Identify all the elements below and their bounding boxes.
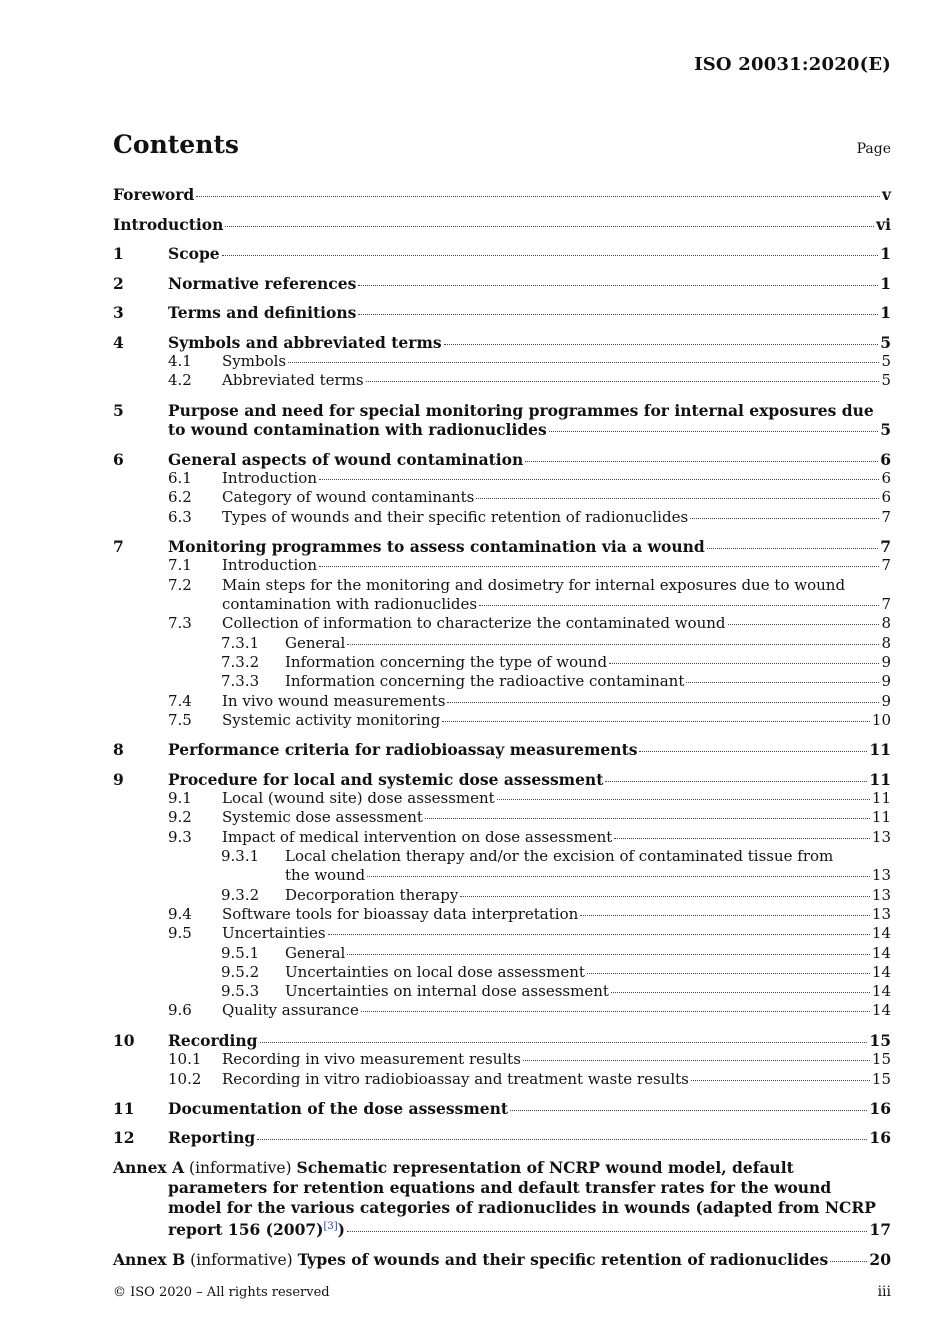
toc-entry-number: 12 bbox=[113, 1128, 135, 1148]
toc-entry-title: Systemic activity monitoring bbox=[222, 710, 441, 729]
toc-entry-number: 11 bbox=[113, 1098, 135, 1118]
toc-entry-page: 6 bbox=[881, 488, 891, 507]
toc-entry[interactable] bbox=[113, 352, 891, 371]
toc-entry-page: 6 bbox=[880, 449, 891, 469]
annex-title: Types of wounds and their specific retention of radionuclides bbox=[297, 1249, 829, 1269]
annex-title: Schematic representation of NCRP wound model, default bbox=[296, 1157, 794, 1177]
bibliography-reference-link[interactable]: [3] bbox=[323, 1221, 338, 1233]
toc-entry-page: 15 bbox=[869, 1030, 891, 1050]
toc-entry-number: 4.2 bbox=[168, 371, 192, 390]
toc-entry-title: General bbox=[285, 633, 346, 652]
toc-entry[interactable] bbox=[113, 808, 891, 827]
toc-entry-number: 9.3.2 bbox=[221, 885, 260, 904]
toc-entry-page: 13 bbox=[871, 885, 891, 904]
dot-leader bbox=[639, 751, 867, 752]
annex-line bbox=[113, 1250, 828, 1271]
toc-entry-number: 7.4 bbox=[168, 691, 192, 710]
toc-entry[interactable] bbox=[113, 789, 891, 808]
toc-entry[interactable] bbox=[113, 576, 891, 615]
toc-entry-page: 11 bbox=[869, 769, 891, 789]
dot-leader bbox=[347, 1231, 867, 1232]
dot-leader bbox=[225, 226, 874, 227]
toc-entry-title: to wound contamination with radionuclides bbox=[168, 420, 547, 440]
toc-entry-title: Local (wound site) dose assessment bbox=[222, 789, 495, 808]
toc-entry-title: Systemic dose assessment bbox=[222, 808, 423, 827]
toc-entry[interactable] bbox=[113, 634, 891, 653]
toc-entry-number: 6.3 bbox=[168, 507, 192, 526]
toc-entry-title: Terms and definitions bbox=[168, 303, 357, 322]
toc-entry-number: 2 bbox=[113, 273, 124, 293]
toc-entry[interactable] bbox=[113, 450, 891, 470]
dot-leader bbox=[707, 548, 878, 549]
toc-entry-number: 7.5 bbox=[168, 710, 192, 729]
toc-entry-title: Local chelation therapy and/or the excision of contaminated tissue from bbox=[285, 847, 834, 866]
toc-entry-title: Uncertainties on internal dose assessment bbox=[285, 982, 609, 1001]
toc-entry[interactable] bbox=[113, 185, 891, 205]
dot-leader bbox=[361, 1011, 870, 1012]
toc-entry-page: 11 bbox=[871, 789, 891, 808]
annex-title: model for the various categories of radionuclides in wounds (adapted from NCRP bbox=[168, 1197, 876, 1217]
toc-entry-title: Uncertainties on local dose assessment bbox=[285, 962, 585, 981]
toc-entry[interactable] bbox=[113, 740, 891, 760]
toc-entry-number: 9.1 bbox=[168, 789, 192, 808]
toc-entry-page: 15 bbox=[871, 1050, 891, 1069]
toc-entry[interactable] bbox=[113, 614, 891, 633]
dot-leader bbox=[367, 876, 870, 877]
toc-entry-number: 9.4 bbox=[168, 904, 192, 923]
toc-entry[interactable] bbox=[113, 924, 891, 943]
toc-entry[interactable] bbox=[113, 963, 891, 982]
toc-entry-title: Information concerning the type of wound bbox=[285, 652, 608, 671]
toc-entry[interactable] bbox=[113, 982, 891, 1001]
toc-entry-number: 6.1 bbox=[168, 469, 192, 488]
toc-entry-number: 6.2 bbox=[168, 488, 192, 507]
toc-entry-number: 9.5 bbox=[168, 924, 192, 943]
document-id: ISO 20031:2020(E) bbox=[694, 54, 891, 75]
toc-entry-page: 5 bbox=[881, 371, 891, 390]
toc-entry-page: 15 bbox=[871, 1069, 891, 1088]
contents-title: Contents bbox=[113, 130, 240, 159]
toc-entry-number: 7.1 bbox=[168, 556, 192, 575]
toc-entry[interactable] bbox=[113, 1070, 891, 1089]
toc-entry-title: Foreword bbox=[113, 185, 195, 204]
toc-entry-number: 9.6 bbox=[168, 1001, 192, 1020]
toc-entry[interactable] bbox=[113, 886, 891, 905]
toc-entry-title: Normative references bbox=[168, 273, 357, 293]
toc-entry-number: 10.2 bbox=[168, 1069, 202, 1088]
toc-entry-page: vi bbox=[876, 214, 891, 234]
dot-leader bbox=[510, 1110, 867, 1111]
toc-entry-page: 1 bbox=[880, 244, 891, 263]
toc-entry-page: 14 bbox=[871, 962, 891, 981]
dot-leader bbox=[222, 255, 879, 256]
toc-entry-title: Information concerning the radioactive contaminant bbox=[285, 672, 685, 691]
toc-entry[interactable] bbox=[113, 770, 891, 790]
dot-leader bbox=[525, 461, 878, 462]
toc-entry-number: 7.3.3 bbox=[221, 672, 260, 691]
toc-entry-title: Abbreviated terms bbox=[222, 371, 364, 390]
dot-leader bbox=[479, 605, 879, 606]
toc-entry-title: Main steps for the monitoring and dosimetry for internal exposures due to wound bbox=[222, 575, 846, 594]
annex-line bbox=[168, 1217, 345, 1240]
toc-entry-number: 8 bbox=[113, 740, 124, 760]
toc-entry-page: 20 bbox=[869, 1249, 891, 1269]
toc-entry-page: 11 bbox=[871, 808, 891, 827]
toc-entry[interactable] bbox=[113, 692, 891, 711]
dot-leader bbox=[523, 1060, 870, 1061]
toc-entry-number: 7 bbox=[113, 536, 124, 556]
toc-entry-number: 9.3.1 bbox=[221, 847, 260, 866]
toc-entry-title: Introduction bbox=[113, 214, 224, 234]
dot-leader bbox=[549, 431, 878, 432]
toc-entry-title: Purpose and need for special monitoring programmes for internal exposures due bbox=[168, 400, 874, 420]
toc-entry-number: 6 bbox=[113, 449, 124, 469]
page-column-label: Page bbox=[856, 141, 891, 157]
toc-entry-page: 16 bbox=[869, 1098, 891, 1118]
dot-leader bbox=[691, 1080, 870, 1081]
dot-leader bbox=[830, 1261, 867, 1262]
toc-entry-number: 9.5.2 bbox=[221, 962, 260, 981]
toc-entry-number: 9.5.1 bbox=[221, 943, 260, 962]
annex-label: Annex A bbox=[113, 1157, 185, 1177]
toc-entry-title: Uncertainties bbox=[222, 924, 326, 943]
toc-entry-title: Monitoring programmes to assess contamination via a wound bbox=[168, 536, 705, 556]
annex-line bbox=[168, 1198, 876, 1218]
dot-leader bbox=[257, 1139, 867, 1140]
toc-entry-title: Category of wound contaminants bbox=[222, 488, 475, 507]
toc-entry[interactable] bbox=[113, 1128, 891, 1148]
toc-entry-title: General aspects of wound contamination bbox=[168, 449, 524, 469]
toc-entry-page: 17 bbox=[869, 1220, 891, 1240]
dot-leader bbox=[425, 818, 870, 819]
toc-entry[interactable] bbox=[113, 508, 891, 527]
toc-entry[interactable] bbox=[113, 944, 891, 963]
toc-entry[interactable] bbox=[113, 303, 891, 323]
toc-entry-page: 14 bbox=[871, 1001, 891, 1020]
toc-entry-page: 7 bbox=[881, 595, 891, 614]
dot-leader bbox=[476, 498, 879, 499]
toc-entry-title: Documentation of the dose assessment bbox=[168, 1098, 509, 1118]
dot-leader bbox=[611, 992, 870, 993]
toc-entry[interactable] bbox=[113, 556, 891, 575]
toc-entry[interactable] bbox=[113, 1031, 891, 1051]
toc-entry-title: the wound bbox=[285, 866, 366, 885]
toc-entry-number: 9.2 bbox=[168, 808, 192, 827]
dot-leader bbox=[442, 721, 870, 722]
toc-entry-title: Performance criteria for radiobioassay measurements bbox=[168, 740, 638, 760]
toc-entry-number: 4 bbox=[113, 332, 124, 352]
dot-leader bbox=[605, 781, 867, 782]
dot-leader bbox=[690, 518, 879, 519]
toc-entry-title: General bbox=[285, 943, 346, 962]
annex-type-note: (informative) bbox=[184, 1158, 297, 1177]
toc-entry-number: 9.3 bbox=[168, 827, 192, 846]
toc-entry-title: Collection of information to characterize the contaminated wound bbox=[222, 614, 726, 633]
toc-entry-page: 5 bbox=[880, 420, 891, 440]
toc-entry-page: 1 bbox=[880, 303, 891, 322]
toc-entry-title: Impact of medical intervention on dose assessment bbox=[222, 827, 613, 846]
toc-entry-page: 14 bbox=[871, 943, 891, 962]
toc-entry-number: 7.3 bbox=[168, 614, 192, 633]
dot-leader bbox=[587, 973, 870, 974]
dot-leader bbox=[347, 644, 879, 645]
annex-line bbox=[113, 1158, 794, 1179]
dot-leader bbox=[444, 344, 879, 345]
toc-annex-entry[interactable] bbox=[113, 1158, 891, 1240]
toc-entry-title: Symbols and abbreviated terms bbox=[168, 332, 442, 352]
annex-type-note: (informative) bbox=[185, 1250, 298, 1269]
toc-entry[interactable] bbox=[113, 333, 891, 353]
annex-label: Annex B bbox=[113, 1249, 186, 1269]
toc-entry-page: 9 bbox=[881, 652, 891, 671]
toc-entry[interactable] bbox=[113, 537, 891, 557]
toc-entry-number: 5 bbox=[113, 400, 124, 420]
page-number: iii bbox=[877, 1284, 891, 1300]
dot-leader bbox=[358, 285, 878, 286]
toc-entry-page: 9 bbox=[881, 672, 891, 691]
toc-entry[interactable] bbox=[113, 244, 891, 264]
annex-title: report 156 (2007) bbox=[168, 1220, 324, 1240]
toc-entry-title: Recording in vitro radiobioassay and treatment waste results bbox=[222, 1069, 689, 1088]
annex-title-tail: ) bbox=[337, 1220, 345, 1240]
toc-entry-title: Symbols bbox=[222, 352, 287, 370]
toc-entry-page: 5 bbox=[880, 332, 891, 352]
toc-entry-page: 6 bbox=[881, 469, 891, 488]
toc-entry-page: 7 bbox=[881, 507, 891, 526]
toc-entry[interactable] bbox=[113, 905, 891, 924]
dot-leader bbox=[196, 196, 880, 197]
toc-entry-page: v bbox=[881, 185, 891, 204]
toc-entry-number: 7.3.1 bbox=[221, 633, 260, 652]
toc-entry-title: Recording bbox=[168, 1030, 258, 1050]
toc-entry[interactable] bbox=[113, 488, 891, 507]
toc-entry[interactable] bbox=[113, 215, 891, 235]
toc-entry[interactable] bbox=[113, 847, 891, 886]
copyright-notice: © ISO 2020 – All rights reserved bbox=[113, 1285, 330, 1300]
toc-entry-title: Reporting bbox=[168, 1128, 256, 1148]
toc-entry[interactable] bbox=[113, 1001, 891, 1020]
toc-entry-page: 8 bbox=[881, 633, 891, 652]
toc-entry-page: 7 bbox=[881, 556, 891, 575]
dot-leader bbox=[347, 954, 870, 955]
toc-entry-title: contamination with radionuclides bbox=[222, 595, 478, 614]
toc-entry[interactable] bbox=[113, 274, 891, 294]
toc-entry-title: Types of wounds and their specific retention of radionuclides bbox=[222, 507, 689, 526]
dot-leader bbox=[288, 362, 879, 363]
toc-entry[interactable] bbox=[113, 1050, 891, 1069]
dot-leader bbox=[366, 381, 880, 382]
toc-entry-page: 1 bbox=[880, 273, 891, 293]
toc-entry-title: Recording in vivo measurement results bbox=[222, 1050, 521, 1069]
annex-title: parameters for retention equations and default transfer rates for the wound bbox=[168, 1178, 832, 1198]
toc-entry-page: 14 bbox=[871, 924, 891, 943]
toc-entry-number: 4.1 bbox=[168, 352, 192, 370]
toc-entry-title: Introduction bbox=[222, 469, 317, 488]
toc-entry[interactable] bbox=[113, 711, 891, 730]
toc-entry-title: Quality assurance bbox=[222, 1001, 359, 1020]
toc-entry[interactable] bbox=[113, 401, 891, 440]
toc-entry-number: 3 bbox=[113, 303, 124, 322]
toc-entry-page: 5 bbox=[881, 352, 891, 370]
dot-leader bbox=[328, 934, 870, 935]
toc-entry-page: 14 bbox=[871, 982, 891, 1001]
toc-entry-title: Software tools for bioassay data interpretation bbox=[222, 904, 579, 923]
toc-entry-title: In vivo wound measurements bbox=[222, 691, 446, 710]
dot-leader bbox=[614, 838, 870, 839]
toc-entry[interactable] bbox=[113, 469, 891, 488]
toc-entry-title: Scope bbox=[168, 244, 220, 263]
toc-entry-number: 1 bbox=[113, 244, 124, 263]
dot-leader bbox=[497, 799, 870, 800]
toc-annex-entry[interactable] bbox=[113, 1250, 891, 1271]
toc-entry-number: 7.3.2 bbox=[221, 652, 260, 671]
table-of-contents bbox=[113, 185, 891, 1270]
toc-entry-page: 11 bbox=[869, 740, 891, 760]
toc-entry-page: 7 bbox=[880, 536, 891, 556]
toc-entry-page: 13 bbox=[871, 827, 891, 846]
toc-entry[interactable] bbox=[113, 371, 891, 390]
toc-entry-title: Introduction bbox=[222, 556, 317, 575]
toc-entry-page: 10 bbox=[871, 710, 891, 729]
dot-leader bbox=[728, 624, 880, 625]
toc-entry[interactable] bbox=[113, 653, 891, 672]
dot-leader bbox=[580, 915, 870, 916]
toc-entry-number: 9 bbox=[113, 769, 124, 789]
toc-entry-page: 8 bbox=[881, 614, 891, 633]
toc-entry-title: Procedure for local and systemic dose assessment bbox=[168, 769, 604, 789]
toc-entry[interactable] bbox=[113, 672, 891, 691]
toc-entry-page: 13 bbox=[871, 866, 891, 885]
toc-entry-number: 9.5.3 bbox=[221, 982, 260, 1001]
toc-entry[interactable] bbox=[113, 1099, 891, 1119]
dot-leader bbox=[460, 896, 870, 897]
annex-line bbox=[168, 1178, 831, 1198]
toc-entry-page: 9 bbox=[881, 691, 891, 710]
dot-leader bbox=[319, 479, 879, 480]
dot-leader bbox=[260, 1042, 868, 1043]
toc-entry-number: 10 bbox=[113, 1030, 135, 1050]
dot-leader bbox=[358, 314, 878, 315]
toc-entry-number: 10.1 bbox=[168, 1050, 202, 1069]
toc-entry-page: 13 bbox=[871, 904, 891, 923]
dot-leader bbox=[686, 682, 879, 683]
dot-leader bbox=[609, 663, 879, 664]
toc-entry-title: Decorporation therapy bbox=[285, 885, 459, 904]
dot-leader bbox=[319, 566, 879, 567]
toc-entry-number: 7.2 bbox=[168, 575, 192, 594]
dot-leader bbox=[447, 702, 879, 703]
toc-entry-page: 16 bbox=[869, 1128, 891, 1148]
toc-entry[interactable] bbox=[113, 828, 891, 847]
